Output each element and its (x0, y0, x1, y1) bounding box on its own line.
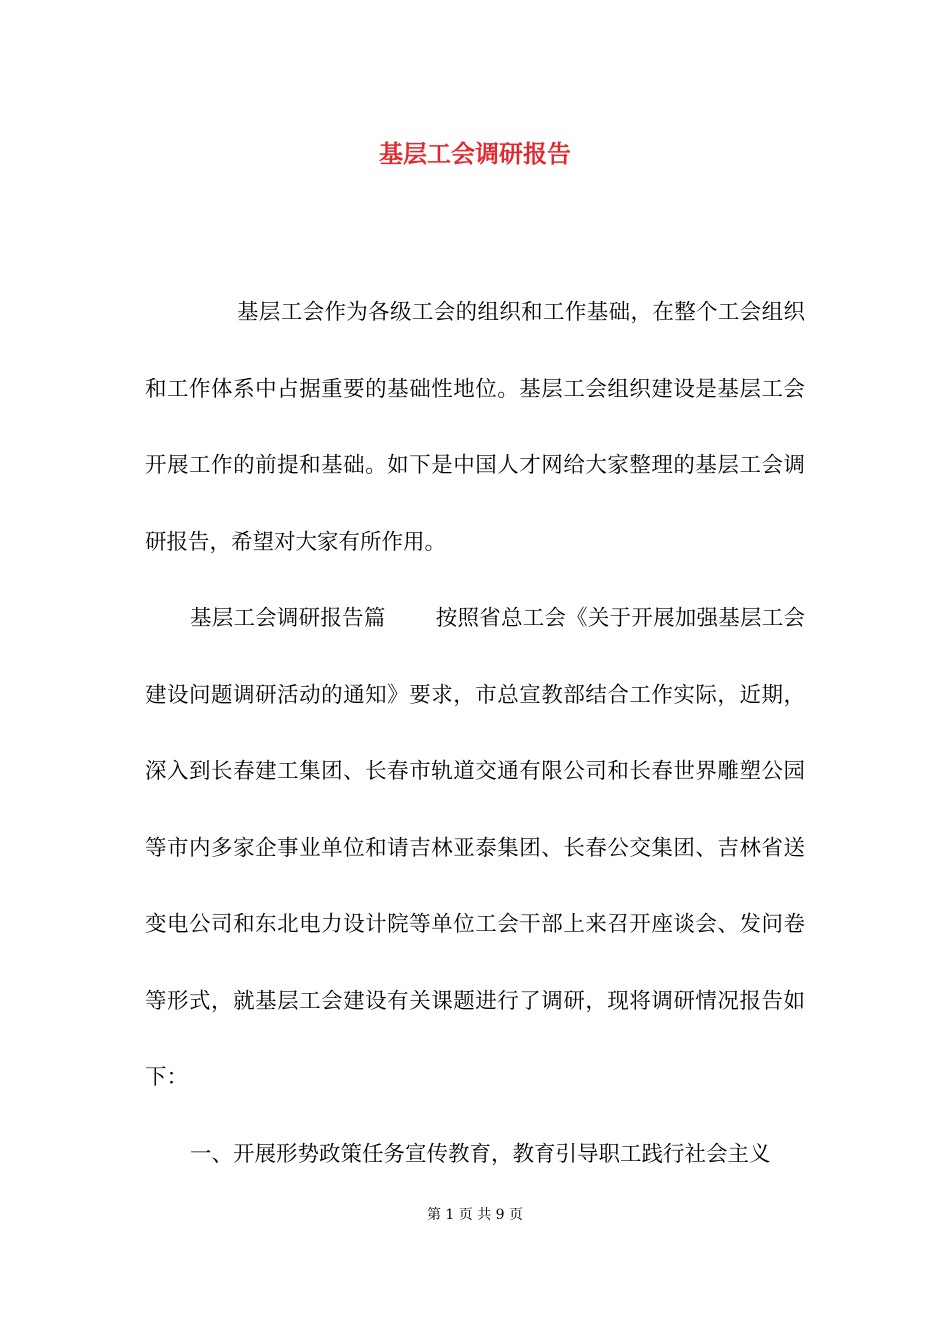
page-footer (0, 1205, 950, 1225)
page-number-label: 第 1 页 共 9 页 (426, 1207, 524, 1223)
section-heading: 基层工会调研报告篇 (190, 606, 386, 631)
document-body (145, 275, 805, 1193)
intro-paragraph: 基层工会作为各级工会的组织和工作基础，在整个工会组织和工作体系中占据重要的基础性地位。基层工会组织建设是基层工会开展工作的前提和基础。如下是中国人才网给大家整理的基层工会调研报告，希望对大家有所作用。 (145, 300, 805, 555)
section-body: 会建设问题调研活动的通知》要求，市总宣教部结合工作实际，近期，深入到长春建工集团、长春市轨道交通有限公司和长春世界雕塑公园等市内多家企事业单位和请吉林亚泰集团、长春公交集团、吉林省送变电公司和东北电力设计院等单位工会干部上来召开座谈会、发问卷等形式，就基层工会建设有关课题进行了调研，现将调研情况报告如下： (145, 606, 805, 1090)
document-title: 基层工会调研报告 (379, 139, 571, 168)
section-lead: 按照省总工会《关于开展加强基层工 (435, 606, 784, 631)
item-one-paragraph: 一、开展形势政策任务宣传教育，教育引导职工践行社会主义 (190, 1141, 771, 1167)
section-paragraph (145, 581, 805, 1117)
